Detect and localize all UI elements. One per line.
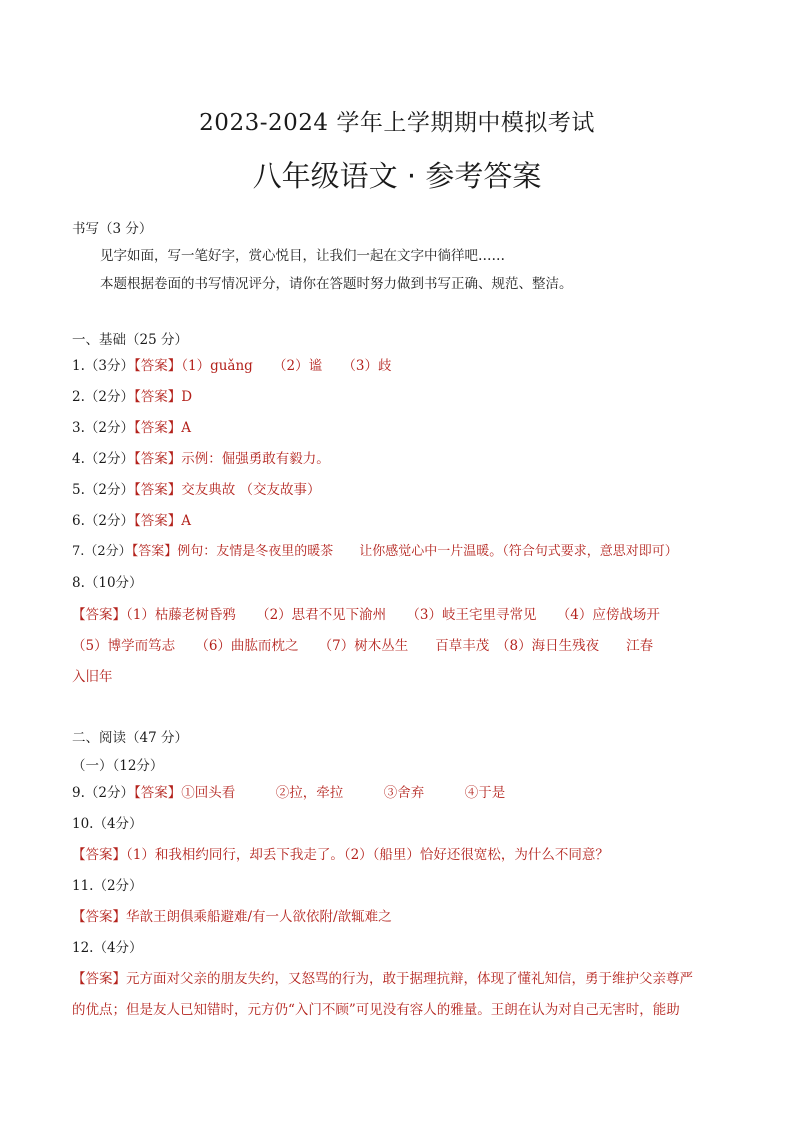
question-8-answer-line-1 bbox=[72, 606, 660, 624]
writing-line-2: 本题根据卷面的书写情况评分，请你在答题时努力做到书写正确、规范、整洁。 bbox=[100, 276, 573, 292]
writing-heading: 书写（3 分） bbox=[72, 221, 153, 237]
section-reading-heading: 二、阅读（47 分） bbox=[72, 730, 188, 746]
answer-tag: 【答案】 bbox=[72, 971, 126, 987]
question-8-answer-line-3: 入旧年 bbox=[72, 669, 113, 685]
answer-text: A bbox=[181, 513, 191, 529]
question-3 bbox=[72, 419, 191, 437]
answer-tag: 【答案】 bbox=[133, 482, 182, 498]
answer-tag: 【答案】 bbox=[133, 358, 182, 374]
answer-text: 示例：倔强勇敢有毅力。 bbox=[181, 451, 330, 467]
answer-key-title: 八年级语文 · 参考答案 bbox=[252, 159, 542, 193]
question-number: 6.（2分） bbox=[72, 513, 134, 529]
question-6 bbox=[72, 512, 191, 530]
question-11-answer bbox=[72, 908, 392, 926]
question-10: 10.（4分） bbox=[72, 816, 143, 832]
question-1 bbox=[72, 357, 391, 375]
question-number: 2.（2分） bbox=[72, 389, 134, 405]
answer-text: 例句：友情是冬夜里的暖茶 让你感觉心中一片温暖。（符合句式要求，意思对即可） bbox=[177, 544, 678, 559]
question-2 bbox=[72, 388, 192, 406]
answer-tag: 【答案】 bbox=[72, 847, 126, 863]
answer-text: （1）枯藤老树昏鸦 （2）思君不见下渝州 （3）岐王宅里寻常见 （4）应傍战场开 bbox=[126, 607, 660, 623]
question-7 bbox=[72, 543, 678, 561]
answer-text: 元方面对父亲的朋友失约，又怒骂的行为，敢于据理抗辩，体现了懂礼知信，勇于维护父亲尊严 bbox=[126, 971, 693, 987]
answer-text: （1）guǎng （2）谧 （3）歧 bbox=[181, 358, 392, 374]
question-number: 9.（2分） bbox=[72, 785, 134, 801]
answer-text: ①回头看 ②拉，牵拉 ③舍弃 ④于是 bbox=[181, 785, 506, 801]
answer-tag: 【答案】 bbox=[133, 451, 182, 467]
answer-text: D bbox=[181, 389, 193, 405]
writing-line-1: 见字如面，写一笔好字，赏心悦目，让我们一起在文字中徜徉吧…… bbox=[100, 248, 505, 264]
answer-text: 华歆王朗俱乘船避难/有一人欲依附/歆辄难之 bbox=[126, 909, 392, 925]
answer-tag: 【答案】 bbox=[72, 909, 126, 925]
answer-tag: 【答案】 bbox=[72, 607, 126, 623]
answer-tag: 【答案】 bbox=[133, 420, 182, 436]
answer-text: 交友典故 （交友故事） bbox=[181, 482, 321, 498]
question-number: 7.（2分） bbox=[72, 544, 132, 559]
question-number: 5.（2分） bbox=[72, 482, 134, 498]
question-12-answer-line-2: 的优点；但是友人已知错时，元方仍“入门不顾”可见没有容人的雅量。王朗在认为对自己无害时，能助 bbox=[72, 1002, 680, 1018]
answer-tag: 【答案】 bbox=[131, 544, 178, 559]
question-11: 11.（2分） bbox=[72, 878, 143, 894]
question-8: 8.（10分） bbox=[72, 575, 143, 591]
question-number: 3.（2分） bbox=[72, 420, 134, 436]
question-10-answer bbox=[72, 846, 609, 864]
answer-text: A bbox=[181, 420, 191, 436]
question-4 bbox=[72, 450, 330, 468]
question-5 bbox=[72, 481, 321, 499]
question-number: 1.（3分） bbox=[72, 358, 134, 374]
question-9 bbox=[72, 784, 505, 802]
question-number: 4.（2分） bbox=[72, 451, 134, 467]
subsection-one-heading: （一）（12分） bbox=[72, 758, 164, 774]
answer-tag: 【答案】 bbox=[133, 785, 182, 801]
exam-title: 2023-2024 学年上学期期中模拟考试 bbox=[199, 110, 595, 136]
answer-tag: 【答案】 bbox=[133, 389, 182, 405]
question-8-answer-line-2: （5）博学而笃志 （6）曲肱而枕之 （7）树木丛生 百草丰茂 （8）海日生残夜 江春 bbox=[72, 638, 654, 654]
answer-text: （1）和我相约同行，却丢下我走了。（2）（船里）恰好还很宽松，为什么不同意？ bbox=[126, 847, 609, 863]
question-12: 12.（4分） bbox=[72, 940, 143, 956]
question-12-answer-line-1 bbox=[72, 970, 693, 988]
section-basics-heading: 一、基础（25 分） bbox=[72, 332, 188, 348]
answer-tag: 【答案】 bbox=[133, 513, 182, 529]
